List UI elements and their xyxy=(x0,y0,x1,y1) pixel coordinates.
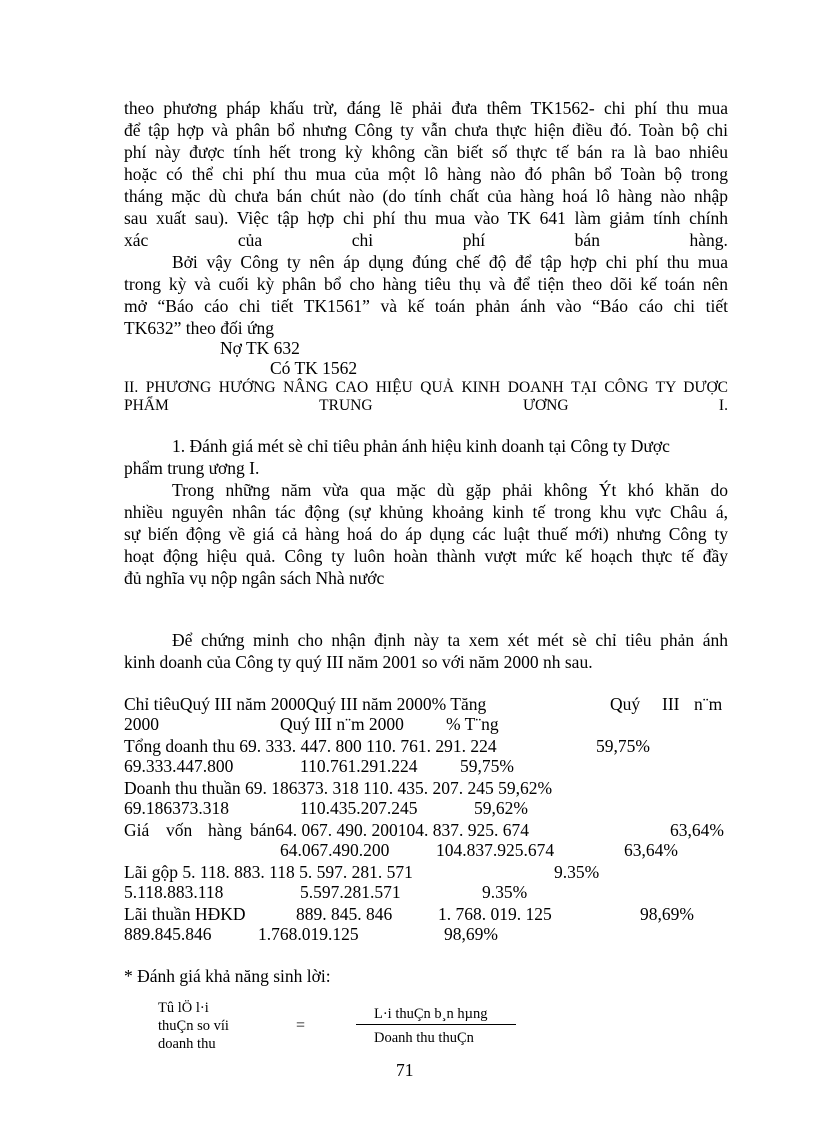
para2-line-2: trong kỳ và cuối kỳ phân bổ cho hàng tiêu thụ và để tiện theo dõi kế toán nên xyxy=(124,274,728,294)
entry-debit: Nợ TK 632 xyxy=(220,338,300,358)
word: PHẨM xyxy=(124,397,169,414)
word: I. xyxy=(718,397,728,414)
para1-line-4: hoặc có thể chi phí thu mua của một lô hàng nào đó phân bổ Toàn bộ trong xyxy=(124,164,728,184)
row5-val-b: 1. 768. 019. 125 xyxy=(438,904,552,924)
row5-val-a: 889. 845. 846 xyxy=(296,904,393,924)
row3-word-2: vốn xyxy=(166,820,193,840)
row3-word-1: Giá xyxy=(124,820,150,840)
word: chi xyxy=(351,230,374,250)
row4-val-2001: 5.597.281.571 xyxy=(300,882,401,902)
word: của xyxy=(237,230,263,250)
row3-val-2001: 104.837.925.674 xyxy=(436,840,555,860)
row1-val-2000: 69.333.447.800 xyxy=(124,756,234,776)
row1-spaced: Tổng doanh thu 69. 333. 447. 800 110. 761. 291. 224 xyxy=(124,736,497,756)
row3-pct-2: 63,64% xyxy=(624,840,678,860)
row3-spaced: bán64. 067. 490. 200104. 837. 925. 674 xyxy=(250,820,530,840)
row3-val-2000: 64.067.490.200 xyxy=(280,840,390,860)
row3-pct: 63,64% xyxy=(670,820,724,840)
row5-val-2001: 1.768.019.125 xyxy=(258,924,359,944)
formula-lhs-1: Tû lÖ l·i xyxy=(158,1000,209,1016)
sub-heading-line-1: 1. Đánh giá mét sè chỉ tiêu phản ánh hiệu kinh doanh tại Công ty Dược xyxy=(172,436,670,456)
para3-line-1: Trong những năm vừa qua mặc dù gặp phải không Ýt khó khăn do xyxy=(172,480,728,500)
row3-word-3: hàng xyxy=(208,820,243,840)
table-header-2000: 2000 xyxy=(124,714,159,734)
formula-lhs-2: thuÇn so víi xyxy=(158,1018,229,1034)
para3-line-5: đủ nghĩa vụ nộp ngân sách Nhà nước xyxy=(124,568,385,588)
word: bán xyxy=(574,230,600,250)
row5-pct: 98,69% xyxy=(640,904,694,924)
para4-line-1: Để chứng minh cho nhận định này ta xem xét mét sè chỉ tiêu phản ánh xyxy=(172,630,728,650)
word: hàng. xyxy=(689,230,728,250)
formula-denominator: Doanh thu thuÇn xyxy=(374,1030,474,1046)
row2-pct: 59,62% xyxy=(474,798,528,818)
word: TRUNG xyxy=(319,397,373,414)
table-header-quy-2000: Quý III n¨m 2000 xyxy=(280,714,404,734)
para2-line-1: Bởi vậy Công ty nên áp dụng đúng chế độ để tập hợp chi phí thu mua xyxy=(172,252,728,272)
entry-credit: Có TK 1562 xyxy=(270,358,358,378)
para2-line-4: TK632” theo đối ứng xyxy=(124,318,274,338)
fraction-line xyxy=(356,1024,516,1025)
para1-line-6: sau xuất sau). Việc tập hợp chi phí thu mua vào TK 641 làm giảm tính chính xyxy=(124,208,728,228)
row1-pct: 59,75% xyxy=(596,736,650,756)
formula-lhs-3: doanh thu xyxy=(158,1036,216,1052)
row4-pct-2: 9.35% xyxy=(482,882,528,902)
row2-spaced: Doanh thu thuần 69. 186373. 318 110. 435. 207. 245 59,62% xyxy=(124,778,553,798)
word: ƯƠNG xyxy=(522,397,569,414)
eval-heading: * Đánh giá khả năng sinh lời: xyxy=(124,966,331,986)
row4-val-2000: 5.118.883.118 xyxy=(124,882,224,902)
row1-pct-2: 59,75% xyxy=(460,756,514,776)
para3-line-3: sự biến động về giá cả hàng hoá do áp dụng các luật thuế mới) nhưng Công ty xyxy=(124,524,728,544)
para4-line-2: kinh doanh của Công ty quý III năm 2001 so với năm 2000 nh sau. xyxy=(124,652,593,672)
para1-line-7 xyxy=(124,230,728,250)
table-header-tang: % T¨ng xyxy=(446,714,499,734)
row5-val-2000: 889.845.846 xyxy=(124,924,212,944)
row2-val-2000: 69.186373.318 xyxy=(124,798,229,818)
row2-val-2001: 110.435.207.245 xyxy=(300,798,418,818)
sub-heading-line-2: phẩm trung ương I. xyxy=(124,458,260,478)
section-heading-line-2 xyxy=(124,396,728,416)
page-number: 71 xyxy=(396,1060,414,1080)
row1-val-2001: 110.761.291.224 xyxy=(300,756,418,776)
word: phí xyxy=(462,230,486,250)
table-header-iii: III xyxy=(662,694,680,714)
table-header-quy: Quý xyxy=(610,694,641,714)
para3-line-2: nhiều nguyên nhân tác động (sự khủng khoảng kinh tế trong khu vực Châu á, xyxy=(124,502,728,522)
formula-numerator: L·i thuÇn b¸n hµng xyxy=(374,1006,488,1022)
para3-line-4: hoạt động hiệu quả. Công ty luôn hoàn thành vượt mức kế hoạch thực tế đầy xyxy=(124,546,728,566)
formula-equals: = xyxy=(296,1017,306,1034)
para1-line-3: phí này được tính hết trong kỳ không cần biết số thực tế bán ra là bao nhiêu xyxy=(124,142,728,162)
para1-line-1: theo phương pháp khấu trừ, đáng lẽ phải đưa thêm TK1562- chi phí thu mua xyxy=(124,98,728,118)
row4-pct: 9.35% xyxy=(554,862,600,882)
para2-line-3: mở “Báo cáo chi tiết TK1561” và kế toán phản ánh vào “Báo cáo chi tiết xyxy=(124,296,728,316)
table-header-1: Chỉ tiêuQuý III năm 2000Quý III năm 2000% Tăng xyxy=(124,694,487,714)
para1-line-2: để tập hợp và phân bổ nhưng Công ty vẫn chưa thực hiện điều đó. Toàn bộ chi xyxy=(124,120,728,140)
row5-pct-2: 98,69% xyxy=(444,924,498,944)
row5-label: Lãi thuần HĐKD xyxy=(124,904,246,924)
para1-line-5: tháng mặc dù chưa bán chút nào (do tính chất của hàng hoá lô hàng nào nhập xyxy=(124,186,728,206)
table-header-nam: n¨m xyxy=(694,694,723,714)
row4-spaced: Lãi gộp 5. 118. 883. 118 5. 597. 281. 571 xyxy=(124,862,413,882)
word: xác xyxy=(124,230,149,250)
section-heading-line-1: II. PHƯƠNG HƯỚNG NÂNG CAO HIỆU QUẢ KINH DOANH TẠI CÔNG TY DƯỢC xyxy=(124,379,728,396)
